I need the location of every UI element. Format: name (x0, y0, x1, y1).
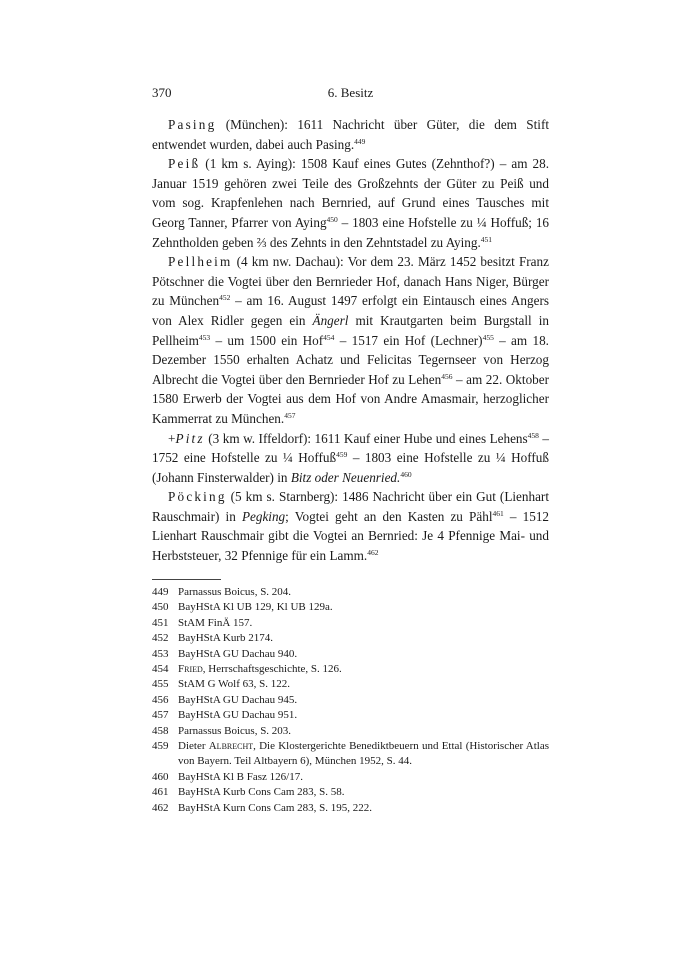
italic-run: Bitz oder Neuenried. (290, 469, 401, 485)
footnote (152, 647, 549, 662)
footnote-number: 456 (152, 693, 169, 706)
place-name: Pöcking (168, 489, 227, 505)
footnote-number: 461 (152, 786, 169, 799)
text-run: Dieter (178, 740, 209, 753)
footnote-text (178, 677, 549, 692)
text-run: – 1512 Lienhart Rauschmair gibt die Vogtei an Bernried: Je 4 Pfennige Mai- und Herbststeuer, 32 Pfennige für ein Lamm. (152, 508, 550, 564)
footnote-ref: 452 (219, 293, 231, 303)
footnote-number: 450 (152, 601, 169, 614)
text-run: (3 km w. Iffeldorf): 1611 Kauf einer Hube und eines Lehens (204, 430, 528, 446)
text-run: BayHStA Kurb Cons Cam 283, S. 58. (178, 786, 345, 799)
footnote-text (178, 801, 549, 816)
footnote-number: 451 (152, 616, 169, 629)
footnote-text (178, 662, 549, 677)
main-text (152, 115, 549, 566)
footnote-ref: 455 (482, 332, 494, 342)
entry-paragraph (152, 115, 549, 154)
entry-paragraph (152, 252, 549, 428)
text-run: ; Vogtei geht an den Kasten zu Pähl (285, 508, 493, 524)
footnote-ref: 461 (492, 508, 504, 518)
footnote-ref: 457 (284, 410, 296, 420)
entry-paragraph (152, 154, 549, 252)
footnote-number: 462 (152, 801, 169, 814)
footnote-text (178, 739, 549, 770)
footnote (152, 631, 549, 646)
text-run: StAM G Wolf 63, S. 122. (178, 678, 290, 691)
text-run: – 1803 eine Hofstelle zu ¼ Hoffuß; 16 Zehntholden geben ⅔ des Zehnts in den Zehntstadel zu Aying. (152, 214, 550, 250)
footnote-text (178, 600, 549, 615)
footnote-ref: 462 (367, 548, 379, 558)
footnote-ref: 451 (480, 234, 493, 244)
footnote-ref: 450 (326, 214, 338, 224)
footnote-text (178, 785, 549, 800)
text-run: BayHStA Kurn Cons Cam 283, S. 195, 222. (178, 801, 373, 814)
footnote-number: 460 (152, 770, 169, 783)
footnote-ref: 458 (527, 430, 539, 440)
text-run: , Die Klostergerichte Benediktbeuern und Ettal (Historischer Atlas von Bayern. Teil Altbayern 6), München 1952, S. 44. (178, 740, 549, 768)
footnote (152, 708, 549, 723)
footnote (152, 770, 549, 785)
footnote-text (178, 647, 549, 662)
footnote-number: 458 (152, 724, 169, 737)
footnote-number: 449 (152, 586, 169, 598)
text-run: BayHStA Kl UB 129, Kl UB 129a. (178, 601, 333, 614)
footnote (152, 585, 549, 600)
footnote-number: 454 (152, 663, 169, 676)
text-run: BayHStA GU Dachau 945. (178, 693, 298, 706)
place-name: Peiß (168, 156, 201, 172)
place-name: Pitz (175, 430, 205, 446)
text-run: – um 1500 ein Hof (210, 332, 324, 348)
footnote-text (178, 616, 549, 631)
italic-run: Pegking (241, 508, 286, 524)
text-run: Parnassus Boicus, S. 204. (178, 586, 292, 598)
footnote (152, 600, 549, 615)
footnote-ref: 449 (354, 136, 366, 146)
text-run: – 1752 eine Hofstelle zu ¼ Hoffuß (152, 430, 550, 466)
entry-paragraph (152, 487, 549, 565)
text-run: BayHStA Kurb 2174. (178, 632, 274, 645)
footnote-text (178, 631, 549, 646)
text-run: – am 18. Dezember 1550 erhalten Achatz und Felicitas Tegernseer von Herzog Albrecht die Vogtei über den Bernrieder Hof zu Lehen (152, 332, 549, 387)
footnote-ref: 456 (441, 371, 453, 381)
text-run: – am 16. August 1497 erfolgt ein Eintausch eines Angers von Alex Ridler gegen ein (152, 293, 549, 328)
footnote (152, 801, 549, 816)
text-run: StAM FinÄ 157. (178, 616, 253, 629)
footnote-ref: 460 (400, 469, 412, 479)
text-run: BayHStA GU Dachau 951. (178, 709, 298, 722)
footnotes (152, 585, 549, 816)
entry-paragraph (152, 429, 549, 488)
footnote-ref: 453 (198, 332, 211, 342)
footnote (152, 739, 549, 770)
footnote-number: 459 (152, 740, 169, 753)
footnote-text (178, 708, 549, 723)
text-run: (München): 1611 Nachricht über Güter, die dem Stift entwendet wurden, dabei auch Pasing. (152, 117, 549, 152)
footnote-text (178, 693, 549, 708)
text-run: (4 km nw. Dachau): Vor dem 23. März 1452 besitzt Franz Pötschner die Vogtei über den Bernrieder Hof, danach Hans Niger, Bürger zu München (152, 254, 549, 309)
footnote-number: 453 (152, 647, 169, 660)
italic-run: Ängerl (312, 312, 349, 328)
text-run: – am 22. Oktober 1580 Erwerb der Vogtei aus dem Hof von Andre Amasmair, herzoglicher Kammerrat zu München. (152, 371, 549, 426)
footnote-number: 457 (152, 709, 169, 722)
text-run: – 1517 ein Hof (Lechner) (334, 332, 483, 348)
footnote-number: 452 (152, 632, 169, 645)
footnote-text (178, 724, 549, 739)
footnote (152, 724, 549, 739)
place-name: Pasing (168, 117, 217, 132)
footnote-ref: 454 (323, 332, 335, 342)
text-run: , Herrschaftsgeschichte, S. 126. (202, 663, 342, 676)
text-run: BayHStA GU Dachau 940. (178, 647, 298, 660)
footnote-ref: 459 (336, 450, 348, 460)
author-name: Albrecht (208, 740, 254, 753)
place-name: Pellheim (168, 254, 233, 270)
footnote (152, 785, 549, 800)
footnote (152, 616, 549, 631)
text-run: Parnassus Boicus, S. 203. (178, 724, 292, 737)
footnote-number: 455 (152, 678, 169, 691)
text-run: mit Krautgarten beim Burgstall in Pellheim (152, 312, 549, 348)
footnote (152, 693, 549, 708)
text-run: (1 km s. Aying): 1508 Kauf eines Gutes (Zehnthof?) – am 28. Januar 1519 gehören zwei Teile des Großzehnts der Güter zu Peiß und vom sog. Krapfenlehen nach Bernried, auf Grund eines Tausches mit Georg Tanner, Pfarrer von Aying (152, 156, 549, 230)
footnote-text (178, 770, 549, 785)
author-name: Fried (178, 663, 203, 676)
footnote (152, 662, 549, 677)
footnote (152, 677, 549, 692)
running-title: 6. Besitz (327, 85, 374, 100)
text-run: (5 km s. Starnberg): 1486 Nachricht über ein Gut (Lienhart Rauschmair) in (152, 489, 549, 524)
text-run: – 1803 eine Hofstelle zu ¼ Hoffuß (Johann Finsterwalder) in (152, 450, 549, 485)
page-header (152, 85, 549, 105)
page-number: 370 (152, 85, 172, 100)
footnote-text (178, 585, 549, 600)
text-run: BayHStA Kl B Fasz 126/17. (178, 770, 303, 783)
entry-prefix: + (168, 430, 176, 446)
footnote-rule (152, 579, 221, 580)
